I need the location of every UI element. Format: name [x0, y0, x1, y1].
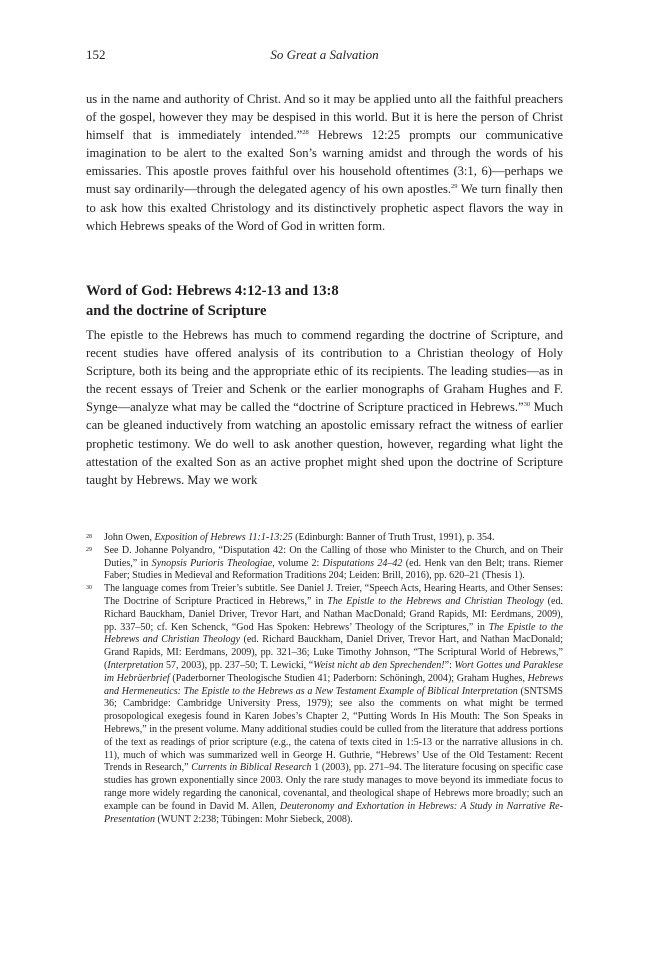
section-heading: [86, 282, 563, 321]
section-heading-line-2: and the doctrine of Scripture: [86, 302, 267, 319]
italic-title: Synopsis Purioris Theologiae: [151, 557, 273, 569]
text-run: (Paderborner Theologische Studien 41; Paderborn: Schöningh, 2004); Graham Hughes,: [169, 672, 528, 684]
footnote-marker: 30: [86, 585, 92, 592]
italic-title: Hebrews and Hermeneutics: The Epistle to the Hebrews as a New Testament Example of Biblical Interpretation: [104, 672, 563, 697]
italic-title: Wort Gottes und Paraklese im Hebräerbrief: [104, 659, 564, 684]
italic-title: The Epistle to the Hebrews and Christian Theology: [104, 621, 563, 646]
footnote-text: [104, 545, 563, 582]
text-run: , volume 2:: [272, 557, 323, 569]
body-paragraph-2: [86, 326, 563, 489]
footnote-28: [86, 532, 563, 545]
text-run: The epistle to the Hebrews has much to commend regarding the doctrine of Scripture, and recent studies have offered analysis of its contribution to a Christian theology of Holy Scripture, both its being and the appropriate ethic of its recipients. The leading studies—as in the recent essays of Treier and Schenk or the earlier monographs of Graham Hughes and F. Synge—analyze what may be called the “doctrine of Scripture practiced in Hebrews.”: [86, 328, 563, 415]
running-title: So Great a Salvation: [270, 47, 379, 62]
footnote-30: [86, 583, 563, 826]
footnote-reference: 28: [302, 129, 309, 137]
text-run: See D. Johanne Polyandro, “Disputation 42: On the Calling of those who Minister to the Church, and on Their Duties,” in: [104, 544, 563, 569]
footnote-29: [86, 545, 563, 583]
text-run: Much can be gleaned inductively from watching an apostolic emissary refract the witness of earlier prophetic testimony. We do well to ask another question, however, regarding what light the attestation of the exalted Son as an active prophet might shed upon the doctrine of Scripture taught by Hebrews. May we work: [86, 400, 564, 487]
footnotes: [86, 532, 563, 826]
text-run: 57, 2003), pp. 237–50; T. Lewicki, “: [163, 659, 314, 671]
footnote-reference: 29: [451, 183, 458, 191]
italic-title: Weist nicht ab den Sprechenden!: [313, 659, 445, 671]
italic-title: The Epistle to the Hebrews and Christian Theology: [327, 595, 544, 607]
italic-title: Exposition of Hebrews 11:1-13:25: [154, 532, 293, 543]
text-run: ”:: [444, 659, 455, 671]
italic-title: Deuteronomy and Exhortation in Hebrews: A Study in Narrative Re-Presentation: [104, 800, 563, 825]
text-run: (SNTSMS 36; Cambridge: Cambridge University Press, 1979); see also the comments on what might be termed prosopological exegesis found in Karen Jobes’s Chapter 2, “Putting Words In His Mouth: The Son Speaks in Hebrews,” in the present volume. Many additional studies could be culled from the literature that address portions of the text as readings of prior scripture (e.g., the catena of texts cited in 1:5-13 or the narrative allusions in ch. 11), much of which was summarized well in George H. Guthrie, “Hebrews’ Use of the Old Testament: Recent Trends in Research,”: [104, 685, 563, 774]
section-heading-line-1: Word of God: Hebrews 4:12-13 and 13:8: [86, 283, 339, 299]
footnote-marker: 28: [86, 534, 92, 540]
footnote-marker: 29: [86, 546, 92, 553]
text-run: We turn finally then to ask how this exalted Christology and its distinctively prophetic aspect flavors the way in which Hebrews speaks of the Word of God in written form.: [86, 182, 563, 233]
italic-title: Disputations 24–42: [322, 557, 403, 569]
italic-title: Interpretation: [107, 659, 164, 671]
text-run: us in the name and authority of Christ. And so it may be applied unto all the faithful preachers of the gospel, however they may be despised in this world. But it is here the person of Christ himself that is immediately intended.”: [86, 92, 563, 143]
text-run: 1 (2003), pp. 271–94. The literature focusing on specific case studies has grown exponentially since 2003. Only the rare study manages to move beyond its immediate focus to range more widely regarding the canonical, covenantal, and theological shape of Hebrews more broadly; such an example can be found in David M. Allen,: [104, 762, 563, 812]
page-number: 152: [86, 47, 106, 62]
text-run: (ed. Richard Bauckham, Daniel Driver, Trevor Hart, and Nathan MacDonald; Grand Rapids, MI: Eerdmans, 2009), pp. 337–50; cf. Ken Schenck, “God Has Spoken: Hebrews’ Theology of the Scriptures,” in: [104, 595, 563, 633]
italic-title: Currents in Biblical Research: [191, 762, 312, 774]
body-paragraph-1: [86, 90, 563, 235]
text-run: (Edinburgh: Banner of Truth Trust, 1991), p. 354.: [292, 532, 495, 543]
footnote-text: [104, 532, 495, 543]
text-run: (WUNT 2:238; Tübingen: Mohr Siebeck, 2008).: [154, 813, 353, 825]
text-run: (ed. Henk van den Belt; trans. Riemer Faber; Studies in Medieval and Reformation Traditions 204; Leiden: Brill, 2016), pp. 620–21 (Thesis 1).: [104, 557, 564, 582]
text-run: The language comes from Treier’s subtitle. See Daniel J. Treier, “Speech Acts, Hearing Hearts, and Other Senses: The Doctrine of Scripture Practiced in Hebrews,” in: [104, 583, 563, 607]
running-head: [86, 47, 563, 65]
footnote-reference: 30: [523, 401, 531, 409]
text-run: (ed. Richard Bauckham, Daniel Driver, Trevor Hart, and Nathan MacDonald; Grand Rapids, MI: Eerdmans, 2009), pp. 321–36; Luke Timothy Johnson, “The Scriptural World of Hebrews,” (: [104, 634, 563, 671]
footnote-text: [104, 583, 563, 824]
text-run: John Owen,: [104, 532, 155, 543]
text-run: Hebrews 12:25 prompts our communicative imagination to be alert to the exalted Son’s warning amidst and through the words of his emissaries. This apostle proves faithful over his household oftentimes (3:1, 6)—perhaps we must say ordinarily—through the delegated agency of his own apostles.: [86, 128, 563, 197]
